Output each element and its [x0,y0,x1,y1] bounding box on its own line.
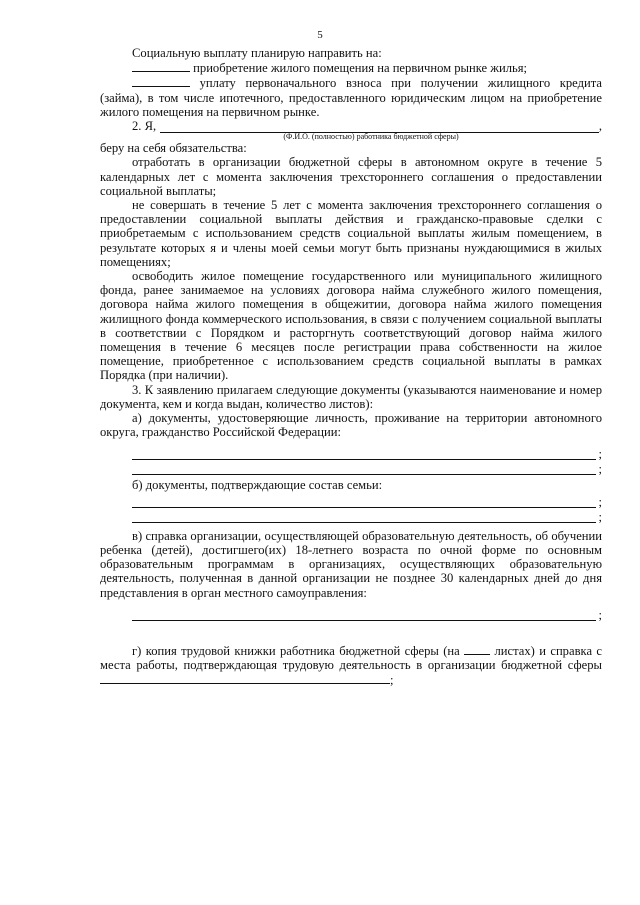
fio-line-end: , [598,119,602,134]
documents-b-line-2 [100,511,602,523]
section-2-prefix: 2. Я, [132,119,157,134]
fio-caption: (Ф.И.О. (полностью) работника бюджетной сферы) [283,132,459,142]
option-primary-market-label: приобретение жилого помещения на первичном рынке жилья; [193,61,528,76]
obligation-item: отработать в организации бюджетной сферы в автономном округе в течение 5 календарных лет с момента заключения трехстороннего соглашения о предоставлении социальной выплаты; [100,155,602,198]
line-end-mark: ; [598,509,602,524]
line-end-mark: ; [598,494,602,509]
documents-item-g-text-1: г) копия трудовой книжки работника бюджетной сферы (на [132,643,460,658]
option-initial-payment [100,75,602,119]
documents-b-field-2[interactable] [132,511,596,523]
sheets-count-field[interactable] [464,643,490,655]
documents-item-g [100,643,602,688]
obligations-heading: беру на себя обязательства: [100,141,247,156]
documents-a-field-1[interactable] [132,448,596,460]
payment-direction-intro: Социальную выплату планирую направить на: [132,46,382,60]
obligation-item: освободить жилое помещение государственного или муниципального жилищного фонда, ранее занимаемое на условиях договора найма служебного жилого помещения, договора найма жилого помещения в общежитии, договора найма жилого помещения жилищного фонда коммерческого использования, в связи с получением социальной выплаты в соответствии с Порядком и расторгнуть соответствующий договор найма жилого помещения в течение 6 месяцев после регистрации права собственности на жилое помещение, приобретенное с использованием средств социальной выплаты в рамках Порядка (при наличии). [100,269,602,383]
page-number: 5 [317,29,323,41]
section-3-intro: 3. К заявлению прилагаем следующие документы (указываются наименование и номер документа, кем и когда выдан, количество листов): [100,382,602,411]
documents-b-field-1[interactable] [132,496,596,508]
documents-item-a: а) документы, удостоверяющие личность, проживание на территории автономного округа, гражданство Российской Федерации: [100,411,602,440]
documents-b-line-1 [100,496,602,508]
budget-organization-field[interactable] [100,672,390,684]
option-primary-market [100,60,602,75]
documents-a-line-1 [100,448,602,460]
line-end-mark: ; [390,673,394,688]
option-initial-payment-mark-field[interactable] [132,75,190,87]
documents-v-line-1 [100,609,602,621]
line-end-mark: ; [598,462,602,477]
documents-item-g-text-2: листах) и справка с места работы, подтверждающая трудовую деятельность в организации бюджетной сферы [100,643,602,672]
documents-a-line-2 [100,463,602,475]
documents-item-b: б) документы, подтверждающие состав семьи: [132,478,383,493]
line-end-mark: ; [598,607,602,622]
obligation-item: не совершать в течение 5 лет с момента заключения трехстороннего соглашения о предоставлении социальной выплаты действия и гражданско-правовые сделки с приобретаемым с использованием средств социальной выплаты жилым помещением, в результате которых я и члены моей семьи могут быть признаны нуждающимися в жилых помещениях; [100,198,602,269]
documents-v-field-1[interactable] [132,609,596,621]
option-primary-market-mark-field[interactable] [132,60,190,72]
option-initial-payment-label: уплату первоначального взноса при получении жилищного кредита (займа), в том числе ипотечного, предоставленного юридическим лицом на приобретение жилого помещения на первичном рынке. [100,76,602,119]
application-form-page [100,46,602,687]
line-end-mark: ; [598,447,602,462]
fio-line [100,119,602,133]
documents-a-field-2[interactable] [132,463,596,475]
documents-item-v: в) справка организации, осуществляющей образовательную деятельность, об обучении ребенка (детей), достигшего(их) 18-летнего возраста по очной форме по основным образовательным программам в организациях, осуществляющих образовательную деятельность, полученная в данной организации не позднее 30 календарных дней до дня представления в орган местного самоуправления: [100,528,602,600]
